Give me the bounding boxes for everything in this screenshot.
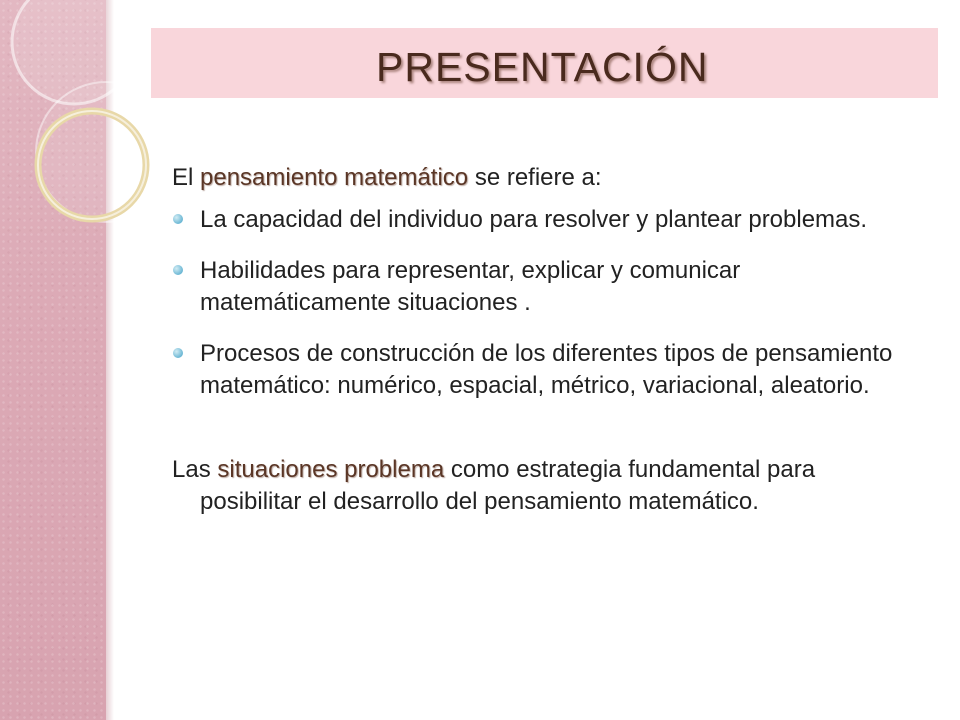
bullet-item	[172, 255, 902, 319]
closing-after: como estrategia fundamental para posibilitar el desarrollo del pensamiento matemático.	[200, 456, 816, 515]
slide-title: PRESENTACIÓN	[376, 44, 709, 90]
decorative-rings	[0, 0, 160, 260]
bullet-text: Procesos de construcción de los diferentes tipos de pensamiento matemático: numérico, espacial, métrico, variacional, aleatorio.	[200, 340, 893, 399]
bullet-text: La capacidad del individuo para resolver y plantear problemas.	[200, 206, 868, 233]
intro-highlight: pensamiento matemático	[200, 164, 469, 191]
bullet-list	[172, 204, 902, 402]
bullet-item	[172, 338, 902, 402]
intro-before: El	[172, 164, 201, 191]
bullet-item	[172, 204, 902, 236]
bullet-text: Habilidades para representar, explicar y comunicar matemáticamente situaciones .	[200, 257, 741, 316]
slide-body	[172, 162, 902, 518]
closing-highlight: situaciones problema	[217, 456, 445, 483]
intro-line	[172, 162, 902, 194]
bullet-dot-icon	[173, 348, 183, 358]
closing-before: Las	[172, 456, 218, 483]
intro-after: se refiere a:	[468, 164, 602, 191]
bullet-dot-icon	[173, 214, 183, 224]
closing-paragraph	[172, 454, 902, 518]
bullet-dot-icon	[173, 265, 183, 275]
